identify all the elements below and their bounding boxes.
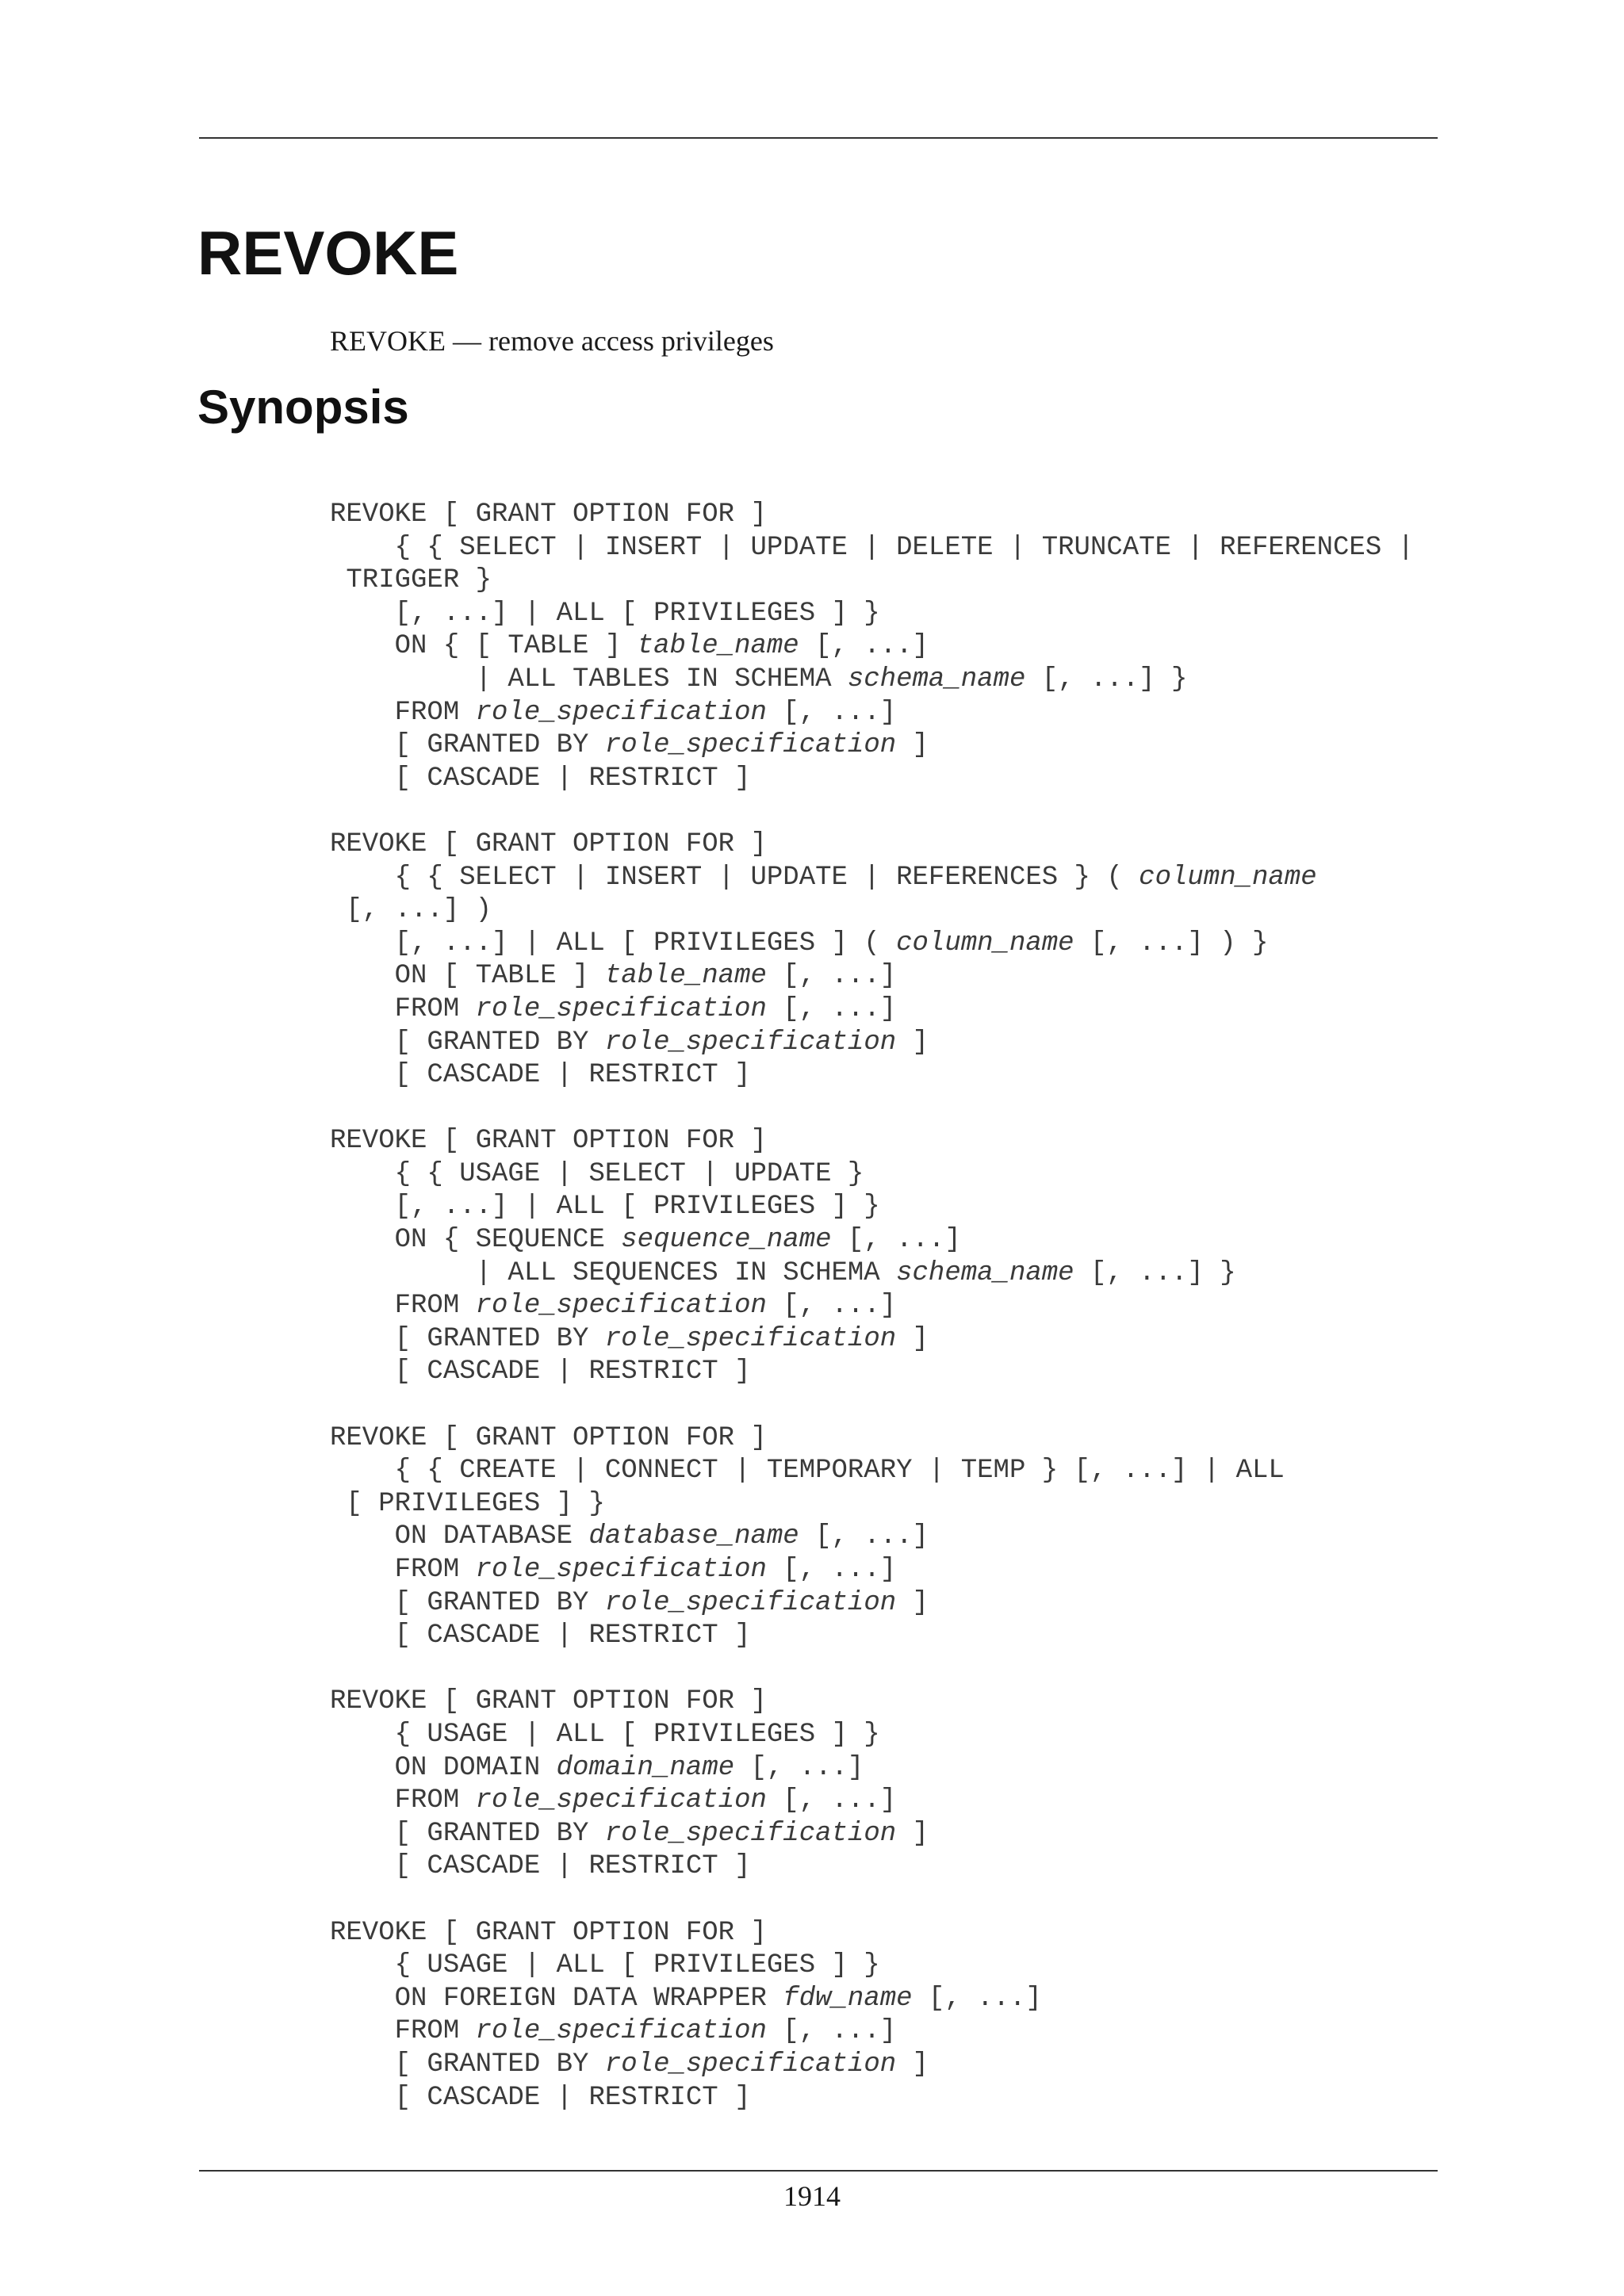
code-text: [, ...] — [831, 1225, 961, 1256]
code-text: [, ...] } — [1025, 664, 1188, 695]
code-line — [330, 1521, 1414, 1554]
code-text: { USAGE | ALL [ PRIVILEGES ] } — [330, 1719, 880, 1750]
code-text: [, ...] | ALL [ PRIVILEGES ] } — [330, 598, 880, 629]
code-line — [330, 499, 1414, 532]
code-parameter: schema_name — [896, 1257, 1074, 1288]
code-text: REVOKE [ GRANT OPTION FOR ] — [330, 1126, 767, 1157]
code-text: [, ...] } — [1074, 1257, 1236, 1288]
code-text: [, ...] — [766, 993, 897, 1024]
code-line — [330, 993, 1414, 1027]
code-text: [, ...] | ALL [ PRIVILEGES ] ( — [330, 928, 897, 959]
code-text: [ GRANTED BY — [330, 1818, 605, 1849]
code-text: FROM — [330, 1785, 476, 1816]
code-line — [330, 1290, 1414, 1323]
code-parameter: role_specification — [604, 1323, 897, 1354]
code-text: [ PRIVILEGES ] } — [330, 1488, 605, 1519]
code-parameter: domain_name — [556, 1752, 735, 1783]
synopsis-block — [330, 1917, 1414, 2115]
code-text: [ GRANTED BY — [330, 730, 605, 761]
code-text: [ CASCADE | RESTRICT ] — [330, 2082, 751, 2113]
code-text: FROM — [330, 1555, 476, 1585]
code-line — [330, 564, 1414, 598]
code-text: [, ...] | ALL [ PRIVILEGES ] } — [330, 1192, 880, 1223]
code-text: { { SELECT | INSERT | UPDATE | DELETE | TRUNCATE | REFERENCES | — [330, 532, 1415, 563]
code-text: FROM — [330, 1291, 476, 1322]
code-parameter: role_specification — [604, 1587, 897, 1618]
code-parameter: role_specification — [475, 1291, 767, 1322]
code-text: { USAGE | ALL [ PRIVILEGES ] } — [330, 1950, 880, 1981]
code-parameter: role_specification — [475, 1555, 767, 1585]
code-parameter: table_name — [604, 961, 767, 992]
code-line — [330, 1191, 1414, 1224]
page-title: REVOKE — [197, 218, 459, 288]
code-text: ] — [896, 730, 929, 761]
code-text: ON DATABASE — [330, 1521, 589, 1552]
code-line — [330, 1422, 1414, 1456]
code-line — [330, 1983, 1414, 2016]
code-text: ] — [896, 2049, 929, 2080]
code-text: ] — [896, 1027, 929, 1058]
code-line — [330, 928, 1414, 961]
code-line — [330, 1587, 1414, 1621]
synopsis-block — [330, 1125, 1414, 1389]
code-line — [330, 1554, 1414, 1587]
code-text: FROM — [330, 697, 476, 728]
code-line — [330, 763, 1414, 796]
code-line — [330, 664, 1414, 697]
code-line — [330, 2049, 1414, 2082]
code-line — [330, 729, 1414, 763]
code-line — [330, 1719, 1414, 1752]
code-line — [330, 630, 1414, 664]
code-parameter: column_name — [896, 928, 1074, 959]
code-text: [, ...] — [799, 1521, 929, 1552]
code-line — [330, 1785, 1414, 1818]
code-parameter: role_specification — [475, 1785, 767, 1816]
code-text: { { SELECT | INSERT | UPDATE | REFERENCES } ( — [330, 862, 1139, 893]
code-line — [330, 1224, 1414, 1257]
code-parameter: database_name — [588, 1521, 799, 1552]
code-text: REVOKE [ GRANT OPTION FOR ] — [330, 499, 767, 530]
code-line — [330, 2015, 1414, 2049]
code-text: REVOKE [ GRANT OPTION FOR ] — [330, 1686, 767, 1717]
code-text: { { CREATE | CONNECT | TEMPORARY | TEMP } [, ...] | ALL — [330, 1456, 1285, 1487]
code-text: [ CASCADE | RESTRICT ] — [330, 1060, 751, 1091]
code-line — [330, 1917, 1414, 1950]
code-text: [, ...] — [766, 1785, 897, 1816]
code-line — [330, 1850, 1414, 1884]
code-parameter: role_specification — [604, 2049, 897, 2080]
code-line — [330, 1059, 1414, 1093]
code-line — [330, 1125, 1414, 1158]
code-line — [330, 862, 1414, 895]
section-heading-synopsis: Synopsis — [197, 381, 409, 434]
code-line — [330, 2082, 1414, 2115]
code-parameter: role_specification — [604, 1027, 897, 1058]
synopsis-code — [330, 499, 1414, 2148]
code-text: [, ...] ) } — [1074, 928, 1269, 959]
code-line — [330, 1027, 1414, 1060]
code-line — [330, 532, 1414, 565]
code-text: [ CASCADE | RESTRICT ] — [330, 1357, 751, 1387]
code-text: [ CASCADE | RESTRICT ] — [330, 763, 751, 794]
code-text: TRIGGER } — [330, 565, 492, 596]
code-parameter: sequence_name — [621, 1225, 832, 1256]
code-parameter: table_name — [637, 631, 799, 662]
code-text: | ALL TABLES IN SCHEMA — [330, 664, 848, 695]
code-parameter: column_name — [1139, 862, 1317, 893]
code-text: [, ...] — [799, 631, 929, 662]
code-text: ON { SEQUENCE — [330, 1225, 622, 1256]
code-line — [330, 960, 1414, 993]
code-text: [ GRANTED BY — [330, 1027, 605, 1058]
code-line — [330, 1620, 1414, 1653]
synopsis-block — [330, 828, 1414, 1093]
code-parameter: role_specification — [475, 697, 767, 728]
header-rule — [199, 137, 1438, 139]
code-line — [330, 1323, 1414, 1357]
code-text: [, ...] — [766, 1555, 897, 1585]
code-text: ON { [ TABLE ] — [330, 631, 638, 662]
code-parameter: fdw_name — [783, 1983, 913, 2014]
code-line — [330, 1356, 1414, 1389]
code-text: ON FOREIGN DATA WRAPPER — [330, 1983, 783, 2014]
code-text: [, ...] — [734, 1752, 864, 1783]
code-line — [330, 1257, 1414, 1291]
code-line — [330, 828, 1414, 862]
code-parameter: schema_name — [847, 664, 1026, 695]
code-text: FROM — [330, 2016, 476, 2047]
code-line — [330, 1158, 1414, 1192]
code-text: { { USAGE | SELECT | UPDATE } — [330, 1158, 864, 1189]
code-line — [330, 1686, 1414, 1719]
code-text: [ GRANTED BY — [330, 2049, 605, 2080]
code-text: ] — [896, 1818, 929, 1849]
code-text: | ALL SEQUENCES IN SCHEMA — [330, 1257, 897, 1288]
code-text: [ GRANTED BY — [330, 1323, 605, 1354]
synopsis-block — [330, 499, 1414, 795]
code-parameter: role_specification — [604, 1818, 897, 1849]
code-line — [330, 1488, 1414, 1521]
footer-rule — [199, 2170, 1438, 2172]
code-line — [330, 598, 1414, 631]
code-text: REVOKE [ GRANT OPTION FOR ] — [330, 828, 767, 859]
code-text: [, ...] — [766, 1291, 897, 1322]
code-text: ON DOMAIN — [330, 1752, 557, 1783]
code-text: [, ...] — [766, 961, 897, 992]
code-text: [, ...] — [766, 697, 897, 728]
code-line — [330, 1752, 1414, 1785]
code-line — [330, 1950, 1414, 1983]
code-text: REVOKE [ GRANT OPTION FOR ] — [330, 1422, 767, 1453]
page-number: 1914 — [783, 2180, 841, 2212]
code-text: ON [ TABLE ] — [330, 961, 605, 992]
code-text: [, ...] — [766, 2016, 897, 2047]
page-subtitle: REVOKE — remove access privileges — [330, 325, 774, 357]
code-text: FROM — [330, 993, 476, 1024]
code-text: ] — [896, 1323, 929, 1354]
code-line — [330, 894, 1414, 928]
code-text: [, ...] ) — [330, 895, 492, 926]
code-text: ] — [896, 1587, 929, 1618]
code-text: REVOKE [ GRANT OPTION FOR ] — [330, 1917, 767, 1948]
code-line — [330, 697, 1414, 730]
code-text: [, ...] — [912, 1983, 1042, 2014]
code-parameter: role_specification — [475, 993, 767, 1024]
synopsis-block — [330, 1686, 1414, 1884]
code-parameter: role_specification — [604, 730, 897, 761]
code-line — [330, 1818, 1414, 1851]
synopsis-block — [330, 1422, 1414, 1653]
code-parameter: role_specification — [475, 2016, 767, 2047]
code-text: [ CASCADE | RESTRICT ] — [330, 1851, 751, 1882]
code-text: [ CASCADE | RESTRICT ] — [330, 1621, 751, 1651]
code-line — [330, 1455, 1414, 1488]
code-text: [ GRANTED BY — [330, 1587, 605, 1618]
